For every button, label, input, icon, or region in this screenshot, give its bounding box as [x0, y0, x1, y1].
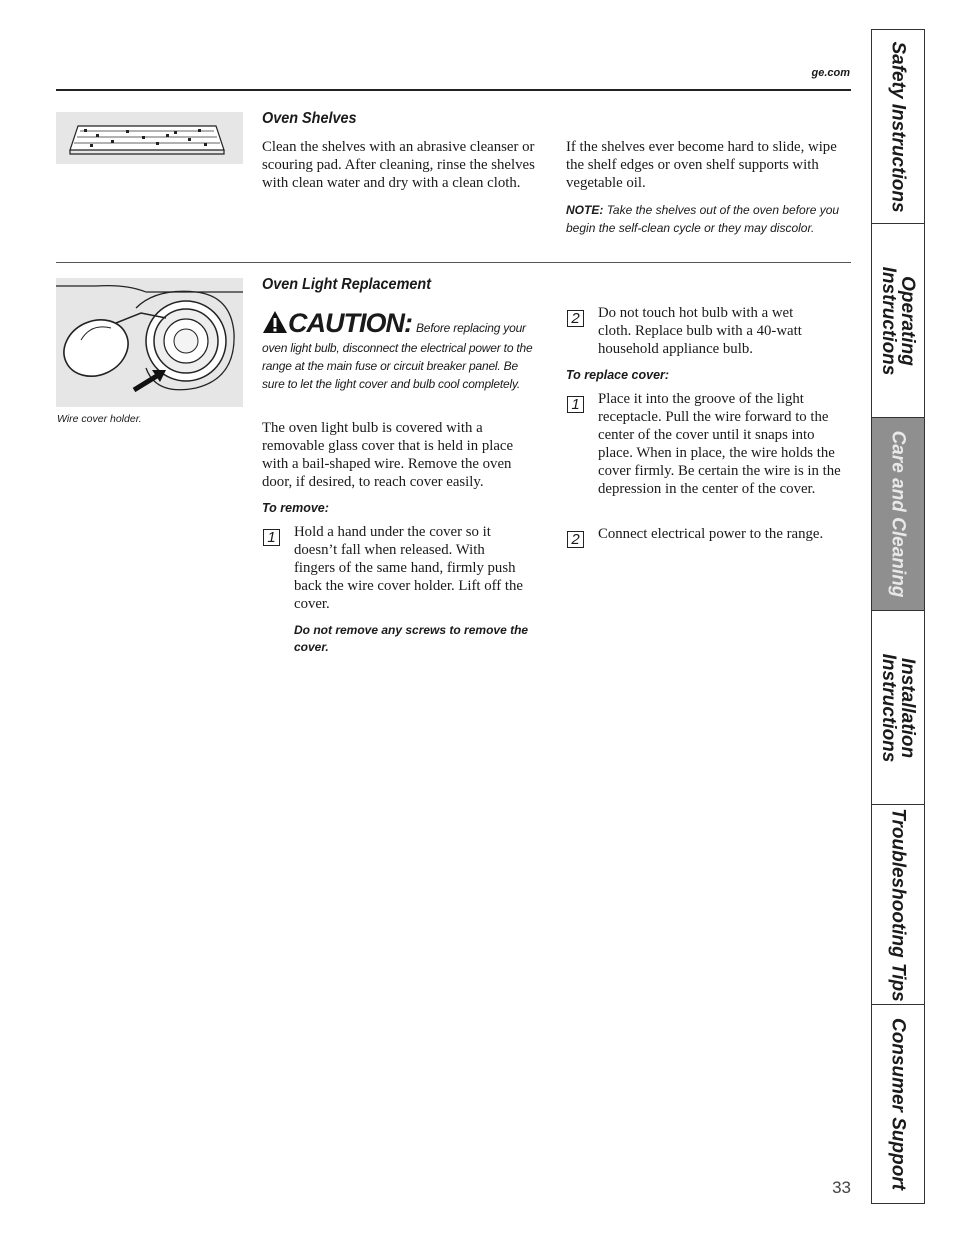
remove-step-1-number: 1	[263, 529, 280, 546]
caution-label: CAUTION:	[288, 308, 412, 338]
remove-step-2-text: Do not touch hot bulb with a wet cloth. Replace bulb with a 40-watt household appliance bulb.	[598, 305, 802, 357]
tab-installation-instructions-label: Installation Instructions	[878, 653, 918, 762]
tab-care-and-cleaning-label: Care and Cleaning	[887, 430, 909, 598]
tab-safety-instructions[interactable]	[872, 30, 924, 224]
tab-consumer-support[interactable]	[872, 1005, 924, 1203]
replace-step-2-number: 2	[567, 531, 584, 548]
oven-shelf-illustration	[56, 112, 243, 164]
section-divider	[56, 262, 851, 263]
tab-installation-instructions[interactable]	[872, 611, 924, 805]
oven-shelves-note	[566, 201, 848, 237]
note-text: Take the shelves out of the oven before you begin the self-clean cycle or they may discolor.	[566, 203, 840, 235]
caution-text: Before replacing your oven light bulb, disconnect the electrical power to the range at the main fuse or circuit breaker panel. Be sure to let the light cover and bulb cool completely.	[262, 321, 533, 391]
replace-step-1-text: Place it into the groove of the light receptacle. Pull the wire forward to the center of the cover until it snaps into place. When in place, the wire holds the cover firmly. Be certain the wire is in the depression in the center of the cover.	[598, 391, 841, 497]
oven-light-illustration	[56, 278, 243, 407]
tab-troubleshooting-tips-label: Troubleshooting Tips	[887, 807, 909, 1002]
oven-shelves-text-col2: If the shelves ever become hard to slide, wipe the shelf edges or oven shelf supports with vegetable oil.	[566, 139, 837, 191]
warning-triangle-icon	[262, 310, 288, 334]
replace-step-1-number: 1	[567, 396, 584, 413]
tab-troubleshooting-tips[interactable]	[872, 805, 924, 1005]
top-divider	[56, 89, 851, 91]
oven-light-intro: The oven light bulb is covered with a removable glass cover that is held in place with a bail-shaped wire. Remove the oven door, if desired, to reach cover easily.	[262, 420, 514, 490]
to-remove-label: To remove:	[262, 501, 329, 515]
caution-block	[262, 308, 534, 393]
tab-operating-instructions[interactable]	[872, 224, 924, 418]
image-caption: Wire cover holder.	[57, 413, 142, 425]
to-replace-label: To replace cover:	[566, 368, 670, 382]
replace-step-2-text: Connect electrical power to the range.	[598, 526, 824, 542]
side-tabs	[871, 29, 925, 1204]
page-number: 33	[832, 1178, 851, 1197]
remove-step-2-number: 2	[567, 310, 584, 327]
tab-care-and-cleaning[interactable]	[872, 418, 924, 611]
tab-consumer-support-label: Consumer Support	[887, 1017, 909, 1191]
remove-warning: Do not remove any screws to remove the cover.	[294, 623, 529, 654]
oven-shelves-heading: Oven Shelves	[262, 110, 357, 127]
tab-operating-instructions-label: Operating Instructions	[878, 266, 918, 375]
oven-light-heading: Oven Light Replacement	[262, 276, 432, 293]
note-label: NOTE:	[566, 203, 604, 217]
oven-shelves-text-col1: Clean the shelves with an abrasive cleanser or scouring pad. After cleaning, rinse the shelves with clean water and dry with a clean cloth.	[262, 139, 535, 191]
tab-safety-instructions-label: Safety Instructions	[887, 40, 909, 213]
site-url: ge.com	[811, 67, 850, 79]
remove-step-1-text: Hold a hand under the cover so it doesn’t fall when released. With fingers of the same hand, firmly push back the wire cover holder. Lift off the cover.	[294, 524, 523, 612]
